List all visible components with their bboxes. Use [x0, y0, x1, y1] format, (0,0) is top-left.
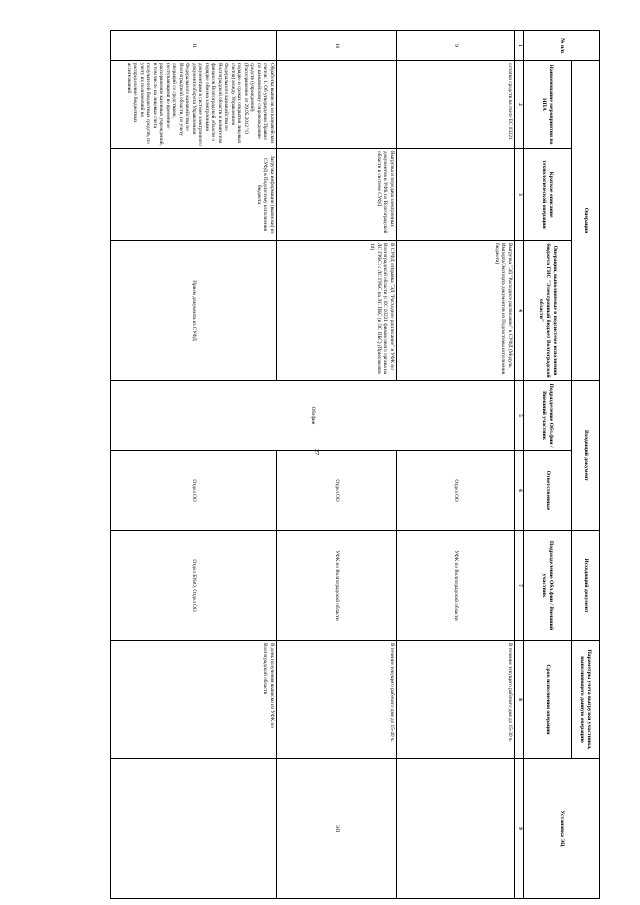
rotated-table-wrapper	[110, 30, 600, 898]
cell-c7: УФК по Волгоградской области	[277, 531, 397, 641]
header-row-group	[572, 31, 600, 899]
cell-c6: Отдел ОО	[397, 451, 515, 531]
cell-c6: Отдел ОО	[111, 451, 277, 531]
cell-c5-merged: Облфин	[111, 381, 515, 451]
cell-c9	[111, 759, 277, 899]
cell-c8: В течение текущего рабочего дня до 15-30 ч.	[397, 641, 515, 759]
cell-c6: Отдел ОО	[277, 451, 397, 531]
cell-c3	[397, 149, 515, 241]
cell-c2: остатки средств на счете ЕС 03221	[397, 61, 515, 149]
header-c2: Наименование мероприятия по НПА	[524, 61, 572, 149]
cell-c4: Прием документа из СУФД	[111, 241, 277, 381]
row-num: 9	[397, 31, 515, 61]
header-operation-group: Операция	[572, 61, 600, 381]
header-c5: Подразделение Обл.фин / Внешний участник	[524, 381, 572, 451]
header-input-doc-group: Входящий документ	[572, 381, 600, 531]
cell-c2	[277, 61, 397, 149]
col-number: 4	[515, 241, 524, 381]
cell-c3: Выгрузка и передача электронных документов в УФК по Волгоградской области в системе СУФД	[277, 149, 397, 241]
col-number: 8	[515, 641, 524, 759]
cell-c7: УФК по Волгоградской области	[397, 531, 515, 641]
header-c3: Краткое описание технологической операции	[524, 149, 572, 241]
table-row	[277, 31, 397, 899]
cell-c9: ЭП	[277, 759, 397, 899]
header-c7: Подразделение Обл.фин / Внешний участник	[524, 531, 572, 641]
col-number: 9	[515, 759, 524, 899]
cell-c8: В течение текущего рабочего дня до 15-40 ч.	[277, 641, 397, 759]
row-num: 11	[111, 31, 277, 61]
cell-c7: Отдел БУиО, Отдел ОО	[111, 531, 277, 641]
header-c4: Операции, выполняемые в подсистеме исполнения бюджета ГИС "Электронный бюджет Волгоградской области"	[524, 241, 572, 381]
header-c6: Ответственные	[524, 451, 572, 531]
col-number: 3	[515, 149, 524, 241]
table-row	[111, 31, 277, 899]
col-number: 5	[515, 381, 524, 451]
header-output-doc-group: Исходящий документ	[572, 531, 600, 641]
col-number: 6	[515, 451, 524, 531]
cell-c2: Обработка выписок из казначейских счетов: 1. Об утверждении Правил по казначейскому сопровождению средств (учреждений) (Распоряжение от 29.05.2012 "О порядке и сроках открытия лицевых счетов) между Управлением Федерального казначейства по Волгоградской области и комитетом финансов Волгоградской области о порядке обмена электронными документами в системе электронного документооборота Управлением Федерального казначейства по Волгоградской области, по учету операций со средствами, поступающими во временное распоряжение казенных учреждений, в том числе на лицевые счета получателей бюджетных средств, по учету их полномочий на распределение бюджетных ассигнований	[111, 61, 277, 149]
col-number: 2	[515, 61, 524, 149]
column-number-row	[515, 31, 524, 899]
col-number: 1	[515, 31, 524, 61]
cell-c4: Выгрузка "ЭД "Расходное расписание" в СУФД (Модуль Импорта/Экспорта документов из Подсистемы исполнения бюджета)	[397, 241, 515, 381]
header-c8: Срок исполнения операции	[524, 641, 572, 759]
col-number: 7	[515, 531, 524, 641]
header-setup-group: Установка ЭЦ	[524, 759, 600, 899]
cell-c3: Загрузка информации (выписки) из СУФД в Подсистему исполнения бюджета	[111, 149, 277, 241]
operations-table	[110, 30, 600, 899]
cell-c4: В СУФД отправка "ЭД "Расходное расписание" в УФК по Волгоградской области (с ЕС 03221 финансового органа на ЛС ГРБС; с ЛС ГРБС на ЛС ПБС (в ЛС ПБС) (Приложение 10)	[277, 241, 397, 381]
table-row	[397, 31, 515, 899]
cell-c8: В день получения выписки из УФК по Волгоградской области	[111, 641, 277, 759]
row-num: 10	[277, 31, 397, 61]
header-num: № п/п	[524, 31, 600, 61]
header-params-group: Параметры учета выгрузки участника, выполняющего данную операцию	[572, 641, 600, 759]
cell-c9	[397, 759, 515, 899]
page-number: 27	[313, 449, 319, 455]
